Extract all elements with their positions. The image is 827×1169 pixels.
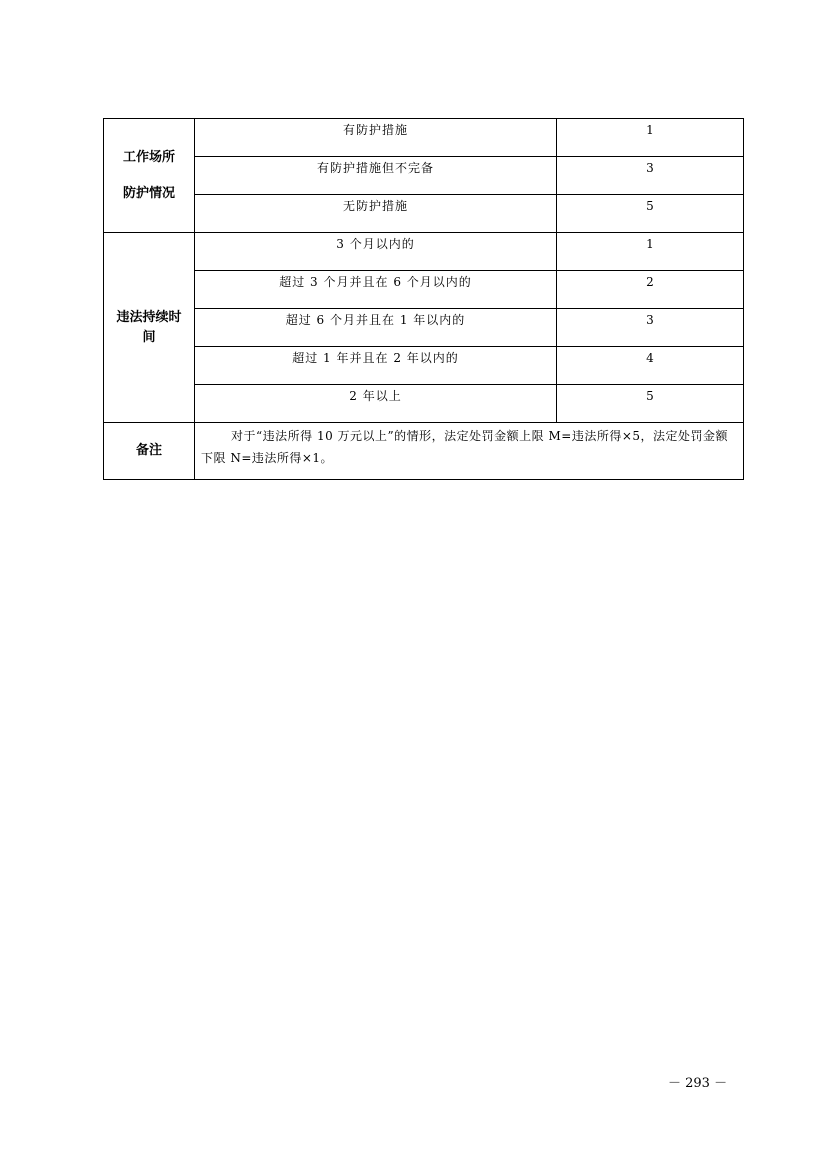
- score-cell: 3: [557, 309, 744, 347]
- scoring-table: [103, 118, 744, 480]
- note-label-cell: 备注: [104, 423, 195, 480]
- criterion-cell: 2 年以上: [195, 385, 557, 423]
- criterion-cell: 有防护措施但不完备: [195, 157, 557, 195]
- table-row: [104, 195, 744, 233]
- criterion-cell: 超过 3 个月并且在 6 个月以内的: [195, 271, 557, 309]
- criterion-cell: 超过 1 年并且在 2 年以内的: [195, 347, 557, 385]
- score-cell: 5: [557, 385, 744, 423]
- workplace-label-line1: 工作场所: [122, 149, 175, 165]
- score-cell: 2: [557, 271, 744, 309]
- table-row: [104, 385, 744, 423]
- table-row: [104, 233, 744, 271]
- table-row: [104, 271, 744, 309]
- table-row: [104, 309, 744, 347]
- duration-label-line1: 违法持续时: [116, 309, 182, 325]
- page-number: － 293 －: [668, 1076, 728, 1091]
- duration-category-cell: [104, 233, 195, 423]
- workplace-label-line2: 防护情况: [122, 185, 175, 201]
- criterion-cell: 3 个月以内的: [195, 233, 557, 271]
- scoring-table-container: [103, 118, 743, 480]
- criterion-cell: 超过 6 个月并且在 1 年以内的: [195, 309, 557, 347]
- table-row: [104, 347, 744, 385]
- score-cell: 3: [557, 157, 744, 195]
- score-cell: 4: [557, 347, 744, 385]
- table-row: [104, 119, 744, 157]
- note-row: [104, 423, 744, 480]
- duration-label-line2: 间: [142, 329, 156, 345]
- score-cell: 1: [557, 119, 744, 157]
- note-text-cell: 对于“违法所得 10 万元以上”的情形，法定处罚金额上限 M=违法所得×5，法定处罚金额下限 N=违法所得×1。: [195, 423, 744, 480]
- score-cell: 1: [557, 233, 744, 271]
- table-row: [104, 157, 744, 195]
- criterion-cell: 有防护措施: [195, 119, 557, 157]
- criterion-cell: 无防护措施: [195, 195, 557, 233]
- score-cell: 5: [557, 195, 744, 233]
- workplace-category-cell: [104, 119, 195, 233]
